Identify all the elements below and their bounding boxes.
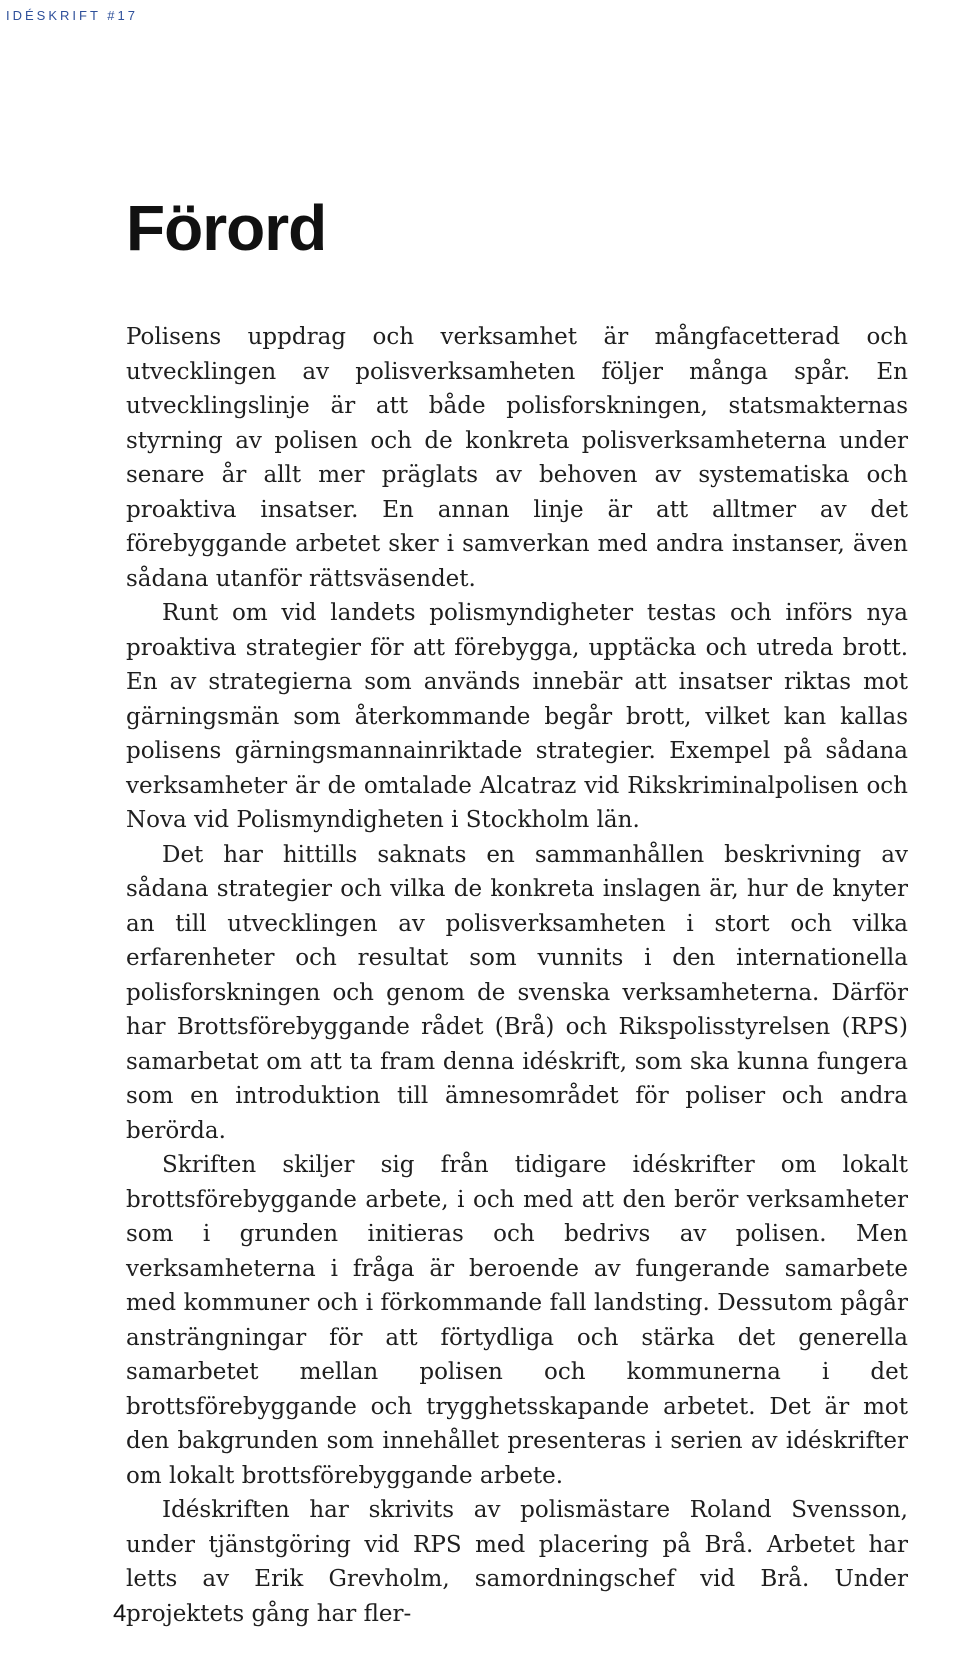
- paragraph: Runt om vid landets polismyndigheter testas och införs nya proaktiva strategier för att förebygga, upptäcka och utreda brott. En av strategierna som används innebär att insatser riktas mot gärningsmän som återkommande begår brott, vilket kan kallas polisens gärningsmannainriktade strategier. Exempel på sådana verksamheter är de omtalade Alcatraz vid Rikskriminalpolisen och Nova vid Polismyndigheten i Stockholm län.: [126, 600, 908, 833]
- paragraph: Skriften skiljer sig från tidigare idéskrifter om lokalt brottsförebyggande arbete, i och med att den berör verksamheter som i grunden initieras och bedrivs av polisen. Men verksamheterna i fråga är beroende av fungerande samarbete med kommuner och i förkommande fall landsting. Dessutom pågår ansträngningar för att förtydliga och stärka det generella samarbetet mellan polisen och kommunerna i det brottsförebyggande och trygghetsskapande arbetet. Det är mot den bakgrunden som innehållet presenteras i serien av idéskrifter om lokalt brottsförebyggande arbete.: [126, 1152, 908, 1489]
- page-title: Förord: [126, 192, 327, 264]
- paragraph: Det har hittills saknats en sammanhållen beskrivning av sådana strategier och vilka de konkreta inslagen är, hur de knyter an till utvecklingen av polisverksamheten i stort och vilka erfarenheter och resultat som vunnits i den internationella polisforskningen och genom de svenska verksamheterna. Därför har Brottsförebyggande rådet (Brå) och Rikspolisstyrelsen (RPS) samarbetat om att ta fram denna idéskrift, som ska kunna fungera som en introduktion till ämnesområdet för poliser och andra berörda.: [126, 841, 908, 1144]
- paragraph: Polisens uppdrag och verksamhet är mångfacetterad och utvecklingen av polisverksamheten följer många spår. En utvecklingslinje är att både polisforskningen, statsmakternas styrning av polisen och de konkreta polisverksamheterna under senare år allt mer präglats av behoven av systematiska och proaktiva insatser. En annan linje är att alltmer av det förebyggande arbetet sker i samverkan med andra instanser, även sådana utanför rättsväsendet.: [126, 324, 908, 592]
- page-number: 4: [113, 1600, 127, 1627]
- paragraph: Idéskriften har skrivits av polismästare Roland Svensson, under tjänstgöring vid RPS med placering på Brå. Arbetet har letts av Erik Grevholm, samordningschef vid Brå. Under projektets gång har fler-: [126, 1497, 908, 1627]
- body-text: [126, 320, 908, 1631]
- running-header: IDÉSKRIFT #17: [6, 8, 138, 23]
